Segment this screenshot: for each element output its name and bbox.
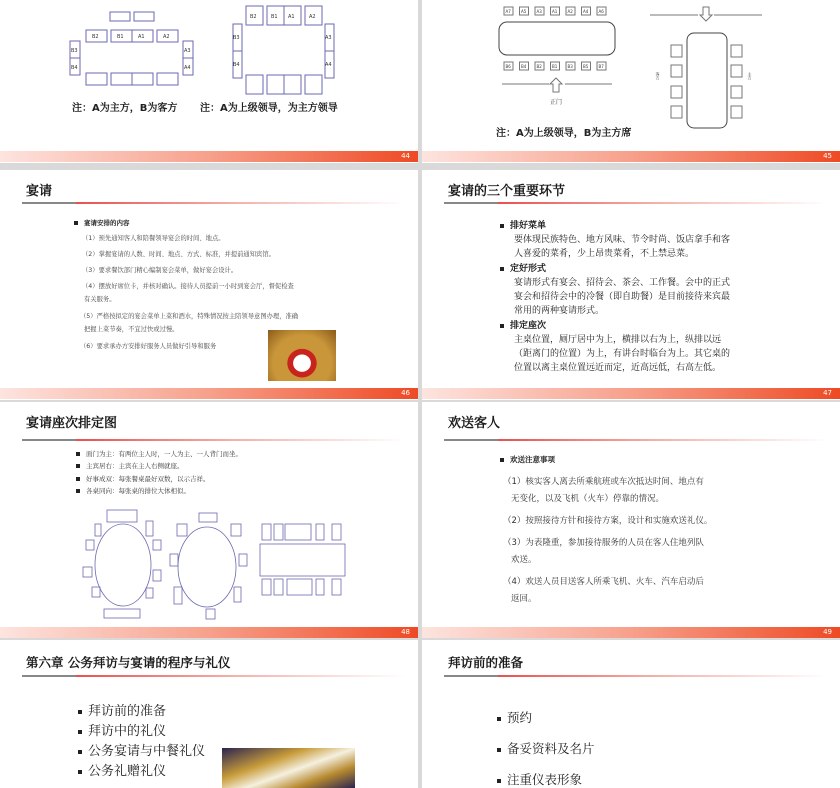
page-number: 47 bbox=[823, 389, 832, 397]
table-layout-diagram bbox=[0, 502, 418, 622]
divider bbox=[22, 439, 406, 441]
list-item: 拜访中的礼仪 bbox=[78, 722, 205, 742]
seat-label: A4 bbox=[583, 9, 589, 14]
bullet-icon bbox=[500, 458, 504, 462]
seat-label: B3 bbox=[567, 64, 573, 69]
seat-label: A7 bbox=[505, 9, 511, 14]
seat-label: B4 bbox=[233, 62, 240, 68]
note: 注：A为上级领导，B为主方席 bbox=[496, 128, 632, 139]
item: （2）按照接待方针和接待方案，设计和实施欢送礼仪。 bbox=[503, 516, 713, 526]
list-item: 好事成双：每张餐桌最好双数，以示吉祥。 bbox=[76, 473, 242, 485]
section-heading: 排定座次 bbox=[500, 318, 546, 331]
slide-title: 欢送客人 bbox=[448, 416, 501, 431]
divider bbox=[22, 675, 406, 677]
footer-bar bbox=[0, 151, 418, 162]
side-label: 主方 bbox=[747, 72, 753, 80]
divider bbox=[444, 439, 828, 441]
slide-49[interactable] bbox=[422, 402, 840, 638]
slide-46[interactable] bbox=[0, 170, 418, 400]
seat-label: B1 bbox=[552, 64, 558, 69]
slide-visit-preparation[interactable] bbox=[422, 640, 840, 788]
seat-label: B4 bbox=[521, 64, 527, 69]
seat-label: B4 bbox=[71, 65, 78, 71]
item: （1）预先通知客人和陪餐领导宴会的时间、地点。 bbox=[82, 235, 225, 242]
divider bbox=[444, 202, 828, 204]
door-label: 正门 bbox=[550, 99, 563, 106]
seat-label: A3 bbox=[536, 9, 542, 14]
page-number: 45 bbox=[823, 152, 832, 160]
item: （6）要求承办方安排好服务人员做好引导和服务 bbox=[80, 343, 217, 350]
footer-bar bbox=[422, 388, 840, 399]
seat-label: A2 bbox=[309, 14, 316, 20]
slide-title: 第六章 公务拜访与宴请的程序与礼仪 bbox=[26, 655, 231, 670]
item: （2）掌握宴请的人数、时间、地点、方式、标准，并提前通知宾馆。 bbox=[82, 251, 275, 258]
list-item: 各桌同向：每张桌的排位大体相似。 bbox=[76, 485, 242, 497]
item: （4）欢送人员目送客人所乘飞机、火车、汽车启动后 bbox=[503, 577, 704, 587]
seat-label: A1 bbox=[552, 9, 558, 14]
seat-label: A1 bbox=[288, 14, 295, 20]
slide-48[interactable] bbox=[0, 402, 418, 638]
seat-label: B7 bbox=[598, 64, 604, 69]
seat-label: A3 bbox=[325, 35, 332, 41]
bullet-icon bbox=[74, 221, 78, 225]
page-number: 44 bbox=[401, 152, 410, 160]
list-item: 面门为主：有两位主人时，一人为主、一人背门而坐。 bbox=[76, 448, 242, 460]
item: 把握上菜节奏，不宜过快或过慢。 bbox=[84, 326, 179, 333]
page-number: 48 bbox=[401, 628, 410, 636]
tableware-image bbox=[222, 748, 355, 788]
bullet-icon bbox=[500, 324, 504, 328]
bullet-heading: 宴请安排的内容 bbox=[74, 218, 130, 227]
seat-label: A5 bbox=[521, 9, 527, 14]
slide-47[interactable] bbox=[422, 170, 840, 400]
seating-diagrams bbox=[0, 0, 418, 150]
banquet-hall-image bbox=[268, 330, 336, 381]
bullet-list bbox=[76, 448, 242, 497]
slide-44[interactable] bbox=[0, 0, 418, 163]
divider bbox=[22, 202, 406, 204]
page-number: 49 bbox=[823, 628, 832, 636]
item: 有关服务。 bbox=[84, 296, 116, 303]
slide-title: 宴请 bbox=[26, 184, 53, 199]
list-item: 公务宴请与中餐礼仪 bbox=[78, 742, 205, 762]
divider bbox=[444, 675, 828, 677]
seat-label: A2 bbox=[567, 9, 573, 14]
seat-label: A1 bbox=[138, 34, 145, 40]
bullet-heading: 欢送注意事项 bbox=[500, 454, 555, 465]
page-number: 46 bbox=[401, 389, 410, 397]
item: （1）核实客人离去所乘航班或车次抵达时间、地点有 bbox=[503, 477, 704, 487]
note-host-guest: 注：A为主方，B为客方 bbox=[72, 103, 178, 114]
seat-label: B2 bbox=[92, 34, 99, 40]
seat-label: A4 bbox=[184, 65, 191, 71]
section-text: 要体现民族特色、地方风味、节令时尚、饭店拿手和客 人喜爱的菜肴，少上昂贵菜肴，不上禁忌菜。 bbox=[514, 235, 731, 259]
slide-title: 宴请座次排定图 bbox=[26, 416, 118, 431]
slide-chapter-6[interactable] bbox=[0, 640, 418, 788]
footer-bar bbox=[422, 151, 840, 162]
seat-label: B2 bbox=[536, 64, 542, 69]
list-item: 预约 bbox=[497, 702, 595, 733]
seat-label: A6 bbox=[598, 9, 604, 14]
item: （4）摆放好席位卡，并核对确认。接待人员提前一小时到宴会厅，督促检查 bbox=[82, 283, 294, 290]
seat-label: B1 bbox=[271, 14, 278, 20]
seat-label: B1 bbox=[117, 34, 124, 40]
list-item: 主宾居右：主宾在主人右侧就座。 bbox=[76, 460, 242, 472]
bullet-icon bbox=[500, 267, 504, 271]
item: 返回。 bbox=[511, 594, 537, 604]
bullet-list bbox=[497, 702, 595, 788]
section-heading: 排好菜单 bbox=[500, 218, 546, 231]
slide-45[interactable] bbox=[422, 0, 840, 163]
note-leader: 注：A为上级领导，为主方领导 bbox=[200, 103, 338, 114]
list-item: 备妥资料及名片 bbox=[497, 733, 595, 764]
footer-bar bbox=[0, 388, 418, 399]
seat-label: B2 bbox=[250, 14, 257, 20]
item: （3）为表隆重，参加接待服务的人员在客人住地列队 bbox=[503, 538, 704, 548]
list-item: 拜访前的准备 bbox=[78, 702, 205, 722]
seat-label: B3 bbox=[71, 48, 78, 54]
bullet-list bbox=[78, 702, 205, 782]
list-item: 注重仪表形象 bbox=[497, 764, 595, 788]
seat-label: A3 bbox=[184, 48, 191, 54]
seat-label: B6 bbox=[505, 64, 511, 69]
slide-title: 宴请的三个重要环节 bbox=[448, 184, 566, 199]
item: 欢送。 bbox=[511, 555, 537, 565]
bullet-icon bbox=[500, 224, 504, 228]
list-item: 公务礼赠礼仪 bbox=[78, 762, 205, 782]
item: （5）严格按拟定的宴会菜单上菜和酒水，特殊情况按主陪领导意图办理，准确 bbox=[80, 313, 299, 320]
seat-label: B3 bbox=[233, 35, 240, 41]
seat-label: A4 bbox=[325, 62, 332, 68]
footer-bar bbox=[422, 627, 840, 638]
section-heading: 定好形式 bbox=[500, 261, 546, 274]
seat-label: B5 bbox=[583, 64, 589, 69]
item: 无变化，以及飞机（火车）停靠的情况。 bbox=[511, 494, 665, 504]
seat-label: A2 bbox=[163, 34, 170, 40]
section-text: 宴请形式有宴会、招待会、茶会、工作餐。会中的正式 宴会和招待会中的冷餐（即自助餐）是目前接待来宾最 常用的两种宴请形式。 bbox=[514, 278, 731, 316]
item: （3）要求餐饮部门精心编制宴会菜单，做好宴会设计。 bbox=[82, 267, 238, 274]
slide-title: 拜访前的准备 bbox=[448, 655, 524, 670]
section-text: 主桌位置，厕厅居中为上，横排以右为上，纵排以远 （距离门的位置）为上，有讲台时临台为上。其它桌的 位置以离主桌位置远近而定，近高远低，右高左低。 bbox=[514, 335, 731, 373]
footer-bar bbox=[0, 627, 418, 638]
side-label: 客方 bbox=[655, 72, 661, 80]
